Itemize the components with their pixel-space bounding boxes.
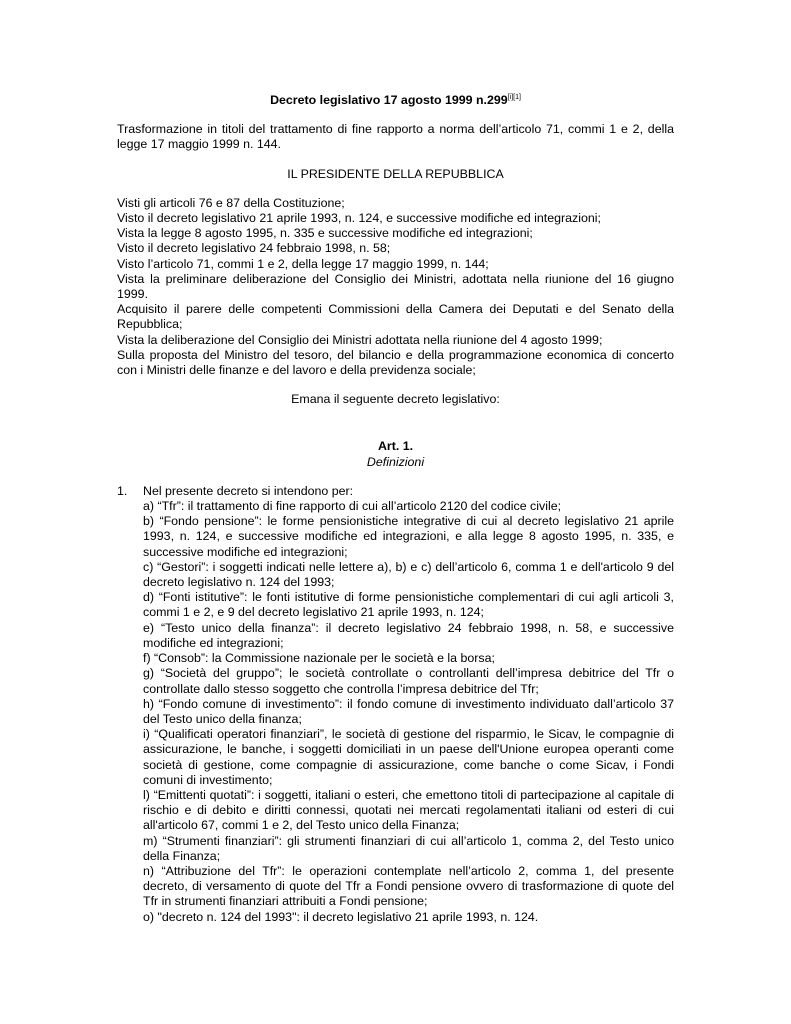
preamble-line: Visto il decreto legislativo 21 aprile 1993, n. 124, e successive modifiche ed integrazioni; — [117, 211, 601, 226]
article-title: Art. 1. — [377, 439, 414, 454]
definition-c: c) “Gestori”: i soggetti indicati nelle lettere a), b) e c) dell’articolo 6, comma 1 e dell'articolo 9 del decreto legislativo n. 124 del 1993; — [143, 559, 674, 590]
document-title — [117, 90, 674, 108]
definition-o: o) "decreto n. 124 del 1993": il decreto legislativo 21 aprile 1993, n. 124. — [143, 909, 539, 924]
president-heading: IL PRESIDENTE DELLA REPUBBLICA — [287, 166, 504, 181]
preamble-line: Visti gli articoli 76 e 87 della Costituzione; — [117, 195, 345, 210]
definition-l: l) “Emittenti quotati”: i soggetti, italiani o esteri, che emettono titoli di partecipazione al capitale di rischio e di debito e diritti connessi, quotati nei mercati regolamentati italiani od esteri di cui all'articolo 67, commi 1 e 2, del Testo unico della Finanza; — [143, 787, 674, 833]
document-subtitle: Trasformazione in titoli del trattamento di fine rapporto a norma dell’articolo 71, commi 1 e 2, della legge 17 maggio 1999 n. 144. — [117, 122, 674, 152]
definition-e: e) “Testo unico della finanza”: il decreto legislativo 24 febbraio 1998, n. 58, e successive modifiche ed integrazioni; — [143, 620, 674, 650]
definition-m: m) “Strumenti finanziari”: gli strumenti finanziari di cui all’articolo 1, comma 2, del Testo unico della Finanza; — [143, 833, 674, 863]
definition-d: d) “Fonti istitutive”: le fonti istitutive di forme pensionistiche complementari di cui agli articoli 3, commi 1 e 2, e 9 del decreto legislativo 21 aprile 1993, n. 124; — [143, 590, 674, 620]
article-subtitle: Definizioni — [366, 454, 425, 469]
definition-b: b) “Fondo pensione”: le forme pensionistiche integrative di cui al decreto legislativo 21 aprile 1993, n. 124, e successive modifiche ed integrazioni, e alla legge 8 agosto 1995, n. 335, e successive modifiche ed integrazioni; — [143, 514, 674, 559]
definition-h: h) “Fondo comune di investimento”: il fondo comune di investimento individuato dall’articolo 37 del Testo unico della finanza; — [143, 696, 674, 726]
definition-i: i) “Qualificati operatori finanziari”, le società di gestione del risparmio, le Sicav, le compagnie di assicurazione, le banche, i soggetti domiciliati in un paese dell'Unione europea operanti come società di gestione, come compagnie di assicurazione, come banche o come Sicav, i Fondi comuni di investimento; — [143, 727, 674, 787]
document-title-text: Decreto legislativo 17 agosto 1999 n.299 — [270, 93, 508, 107]
preamble-line: Vista la deliberazione del Consiglio dei Ministri adottata nella riunione del 4 agosto 1999; — [117, 332, 603, 347]
preamble-line: Sulla proposta del Ministro del tesoro, del bilancio e della programmazione economica di concerto con i Ministri delle finanze e del lavoro e della previdenza sociale; — [117, 347, 674, 378]
preamble-line: Vista la preliminare deliberazione del Consiglio dei Ministri, adottata nella riunione del 16 giugno 1999. — [117, 271, 674, 302]
article-item — [117, 484, 674, 925]
definition-g: g) “Società del gruppo”; le società controllate o controllanti dell’impresa debitrice del Tfr o controllate dallo stesso soggetto che controlla l’impresa debitrice del Tfr; — [143, 666, 674, 696]
footnote-ref[interactable]: [i][1] — [507, 94, 521, 101]
definition-f: f) “Consob”: la Commissione nazionale per le società e la borsa; — [143, 651, 495, 666]
preamble — [117, 196, 674, 378]
definition-a: a) “Tfr”: il trattamento di fine rapporto di cui all’articolo 2120 del codice civile; — [143, 499, 562, 514]
document-page — [117, 90, 674, 925]
preamble-line: Acquisito il parere delle competenti Commissioni della Camera dei Deputati e del Senato della Repubblica; — [117, 302, 674, 332]
preamble-line: Visto il decreto legislativo 24 febbraio 1998, n. 58; — [117, 241, 391, 256]
definition-n: n) “Attribuzione del Tfr”: le operazioni contemplate nell’articolo 2, comma 1, del presente decreto, di versamento di quote del Tfr a Fondi pensione ovvero di trasformazione di quote del Tfr in strumenti finanziari attribuiti a Fondi pensione; — [143, 863, 674, 909]
item-intro-text: Nel presente decreto si intendono per: — [143, 483, 354, 498]
emana-line: Emana il seguente decreto legislativo: — [291, 392, 500, 407]
preamble-line: Visto l’articolo 71, commi 1 e 2, della legge 17 maggio 1999, n. 144; — [117, 256, 489, 271]
item-number: 1. — [117, 483, 128, 498]
item-intro — [117, 484, 674, 499]
preamble-line: Vista la legge 8 agosto 1995, n. 335 e successive modifiche ed integrazioni; — [117, 226, 533, 241]
